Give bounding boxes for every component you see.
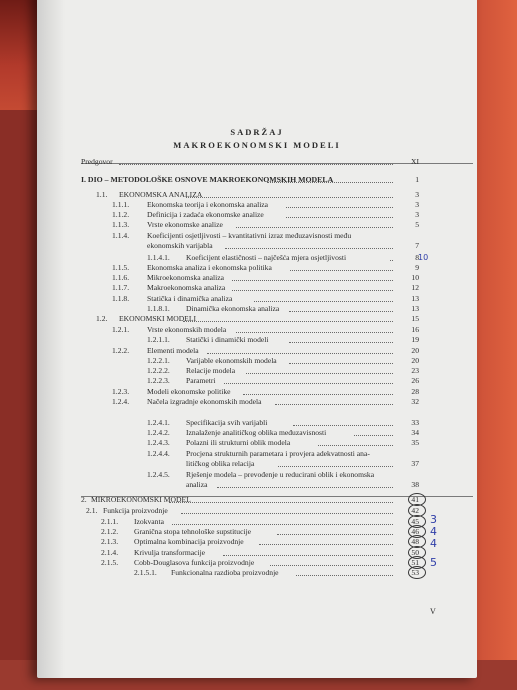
book-page [37,0,477,678]
handwritten-note: 3 [430,513,437,526]
toc-page-number: 12 [411,283,419,292]
toc-entry-text: MIKROEKONOMSKI MODEL [91,495,191,504]
toc-number: 1.2.1. [112,325,130,334]
toc-leader-dots [169,502,393,503]
toc-number: 1.2.2.1. [147,356,170,365]
toc-page-number: 15 [411,314,419,323]
toc-page-number: 5 [415,220,419,229]
toc-leader-dots [254,301,393,302]
toc-number: 1.2.2.2. [147,366,170,375]
toc-entry-text: EKONOMSKI MODELI [119,314,196,323]
toc-page-number: XI [410,157,419,166]
toc-page-number: 28 [411,387,419,396]
toc-number: 1.2.4.2. [147,428,170,437]
toc-leader-dots [296,575,393,576]
toc-page-number: 10 [411,273,419,282]
toc-entry-text: Vrste ekonomskih modela [147,325,227,334]
handwritten-note: 4 [430,525,437,538]
toc-number: 1.2.1.1. [147,335,170,344]
toc-leader-dots [207,353,393,354]
toc-number: 2.1.5. [101,558,119,567]
toc-leader-dots [236,227,393,228]
toc-leader-dots [289,363,393,364]
toc-page-number: 38 [411,480,419,489]
toc-number: 2. [81,495,87,504]
toc-leader-dots [267,182,393,183]
toc-leader-dots [236,332,393,333]
toc-page-number: 53 [411,568,419,577]
toc-number: 1.1.6. [112,273,130,282]
toc-entry-text: Parametri [186,376,216,385]
toc-entry-text: Načela izgradnje ekonomskih modela [147,397,262,406]
toc-number: 1.2. [96,314,108,323]
toc-number: 2.1.4. [101,548,119,557]
toc-entry-text: Krivulja transformacije [134,548,206,557]
toc-page-number: 13 [411,294,419,303]
toc-entry-text: I. DIO – METODOLOŠKE OSNOVE MAKROEKONOMSKIH MODELA [81,175,334,184]
handwritten-circle [408,566,426,579]
toc-entry-text: Definicija i zadaća ekonomske analize [147,210,264,219]
toc-number: 1.2.4.1. [147,418,170,427]
toc-leader-dots [270,565,393,566]
toc-entry-text: EKONOMSKA ANALIZA [119,190,203,199]
toc-number: 1.2.2.3. [147,376,170,385]
handwritten-note: 4 [430,537,437,550]
toc-entry-text: Mikroekonomska analiza [147,273,224,282]
toc-entry-text: Iznalaženje analitičkog oblika međuzavisnosti [186,428,327,437]
toc-entry-text: Ekonomska analiza i ekonomska politika [147,263,272,272]
toc-number: 1.2.4.4. [147,449,170,458]
toc-number: 1.1.2. [112,210,130,219]
toc-leader-dots [225,248,393,249]
toc-page-number: 23 [411,366,419,375]
toc-page-number: 35 [411,438,419,447]
toc-entry-text: Relacije modela [186,366,236,375]
page-subtitle: MAKROEKONOMSKI MODELI [173,140,341,150]
toc-page-number: 20 [411,356,419,365]
toc-leader-dots [275,404,393,405]
toc-entry-text: Statički i dinamički modeli [186,335,269,344]
toc-leader-dots [354,435,393,436]
toc-leader-dots [278,466,393,467]
toc-page-number: 9 [415,263,419,272]
toc-entry-text: Varijable ekonomskih modela [186,356,277,365]
toc-leader-dots [286,217,393,218]
toc-page-number: 20 [411,346,419,355]
toc-entry-text: Specifikacija svih varijabli [186,418,268,427]
toc-entry-text: Statička i dinamička analiza [147,294,233,303]
toc-number: 1.2.4.5. [147,470,170,479]
toc-leader-dots [172,524,393,525]
toc-number: 1.1.8. [112,294,130,303]
toc-number: 1.1.4. [112,231,130,240]
toc-page-number: 37 [411,459,419,468]
toc-leader-dots [232,290,393,291]
toc-leader-dots [289,311,393,312]
toc-leader-dots [224,383,393,384]
toc-number: 1.2.3. [112,387,130,396]
toc-entry-text: Modeli ekonomske politike [147,387,231,396]
toc-entry-text: Optimalna kombinacija proizvodnje [134,537,244,546]
toc-number: 1.2.4.3. [147,438,170,447]
toc-entry-text: Rješenje modela – prevođenje u reducirani oblik i ekonomska [186,470,375,479]
toc-entry-text: analiza [186,480,208,489]
toc-number: 1.1.3. [112,220,130,229]
toc-entry-text: Funkcionalna razdioba proizvodnje [171,568,279,577]
toc-entry-text: ekonomskih varijabla [147,241,213,250]
toc-entry-text: Vrste ekonomske analize [147,220,223,229]
toc-leader-dots [243,394,393,395]
toc-entry-text: Predgovor [81,157,113,166]
toc-page-number: 3 [415,190,419,199]
toc-page-number: 16 [411,325,419,334]
toc-leader-dots [289,342,393,343]
toc-page-number: 34 [411,428,419,437]
toc-leader-dots [217,487,393,488]
toc-page-number: 45 [411,517,419,526]
toc-page-number: 3 [415,210,419,219]
toc-page-number: 1 [415,175,419,184]
toc-entry-text: Procjena strukturnih parametara i provjera adekvatnosti ana- [186,449,370,458]
toc-entry-text: Elementi modela [147,346,199,355]
toc-leader-dots [232,280,393,281]
toc-leader-dots [259,544,393,545]
toc-leader-dots [119,164,393,165]
page-number: V [430,607,436,616]
toc-page-number: 3 [415,200,419,209]
toc-leader-dots [186,197,393,198]
toc-entry-text: Ekonomska teorija i ekonomska analiza [147,200,269,209]
toc-number: 1.1.7. [112,283,130,292]
toc-number: 1.1.8.1. [147,304,170,313]
toc-page-number: 7 [415,241,419,250]
toc-leader-dots [277,534,393,535]
toc-entry-text: Dinamička ekonomska analiza [186,304,280,313]
toc-page-number: 32 [411,397,419,406]
toc-number: 1.2.4. [112,397,130,406]
toc-entry-text: Koeficijenti osjetljivosti – kvantitativni izraz međuzavisnosti među [147,231,352,240]
toc-entry-text: Makroekonomska analiza [147,283,226,292]
handwritten-note: 10 [418,253,429,262]
toc-number: 1.1. [96,190,108,199]
toc-entry-text: litičkog oblika relacija [186,459,255,468]
toc-leader-dots [290,270,393,271]
toc-number: 2.1.3. [101,537,119,546]
toc-page-number: 41 [411,495,419,504]
toc-page-number: 51 [411,558,419,567]
toc-leader-dots [246,373,393,374]
toc-number: 1.1.4.1. [147,253,170,262]
toc-entry-text: Polazni ili strukturni oblik modela [186,438,291,447]
toc-page-number: 8 [415,253,419,262]
toc-entry-text: Granična stopa tehnološke supstitucije [134,527,252,536]
page-title: SADRŽAJ [230,127,284,137]
toc-page-number: 42 [411,506,419,515]
toc-leader-dots [390,260,393,261]
toc-number: 2.1.2. [101,527,119,536]
toc-page-number: 50 [411,548,419,557]
toc-page-number: 46 [411,527,419,536]
toc-leader-dots [181,513,393,514]
toc-leader-dots [183,321,393,322]
toc-number: 2.1.1. [101,517,119,526]
toc-number: 1.1.1. [112,200,130,209]
toc-page-number: 48 [411,537,419,546]
toc-page-number: 19 [411,335,419,344]
toc-number: 2.1. [86,506,98,515]
toc-number: 1.2.2. [112,346,130,355]
toc-leader-dots [293,425,393,426]
toc-page-number: 13 [411,304,419,313]
toc-leader-dots [318,445,393,446]
toc-entry-text: Koeficijent elastičnosti – najčešća mjera osjetljivosti [186,253,347,262]
toc-page-number: 26 [411,376,419,385]
handwritten-note: 5 [430,556,437,569]
toc-entry-text: Funkcija proizvodnje [103,506,168,515]
toc-leader-dots [223,555,393,556]
toc-leader-dots [286,207,393,208]
toc-number: 2.1.5.1. [134,568,157,577]
toc-entry-text: Cobb-Douglasova funkcija proizvodnje [134,558,255,567]
toc-number: 1.1.5. [112,263,130,272]
toc-page-number: 33 [411,418,419,427]
toc-entry-text: Izokvanta [134,517,164,526]
